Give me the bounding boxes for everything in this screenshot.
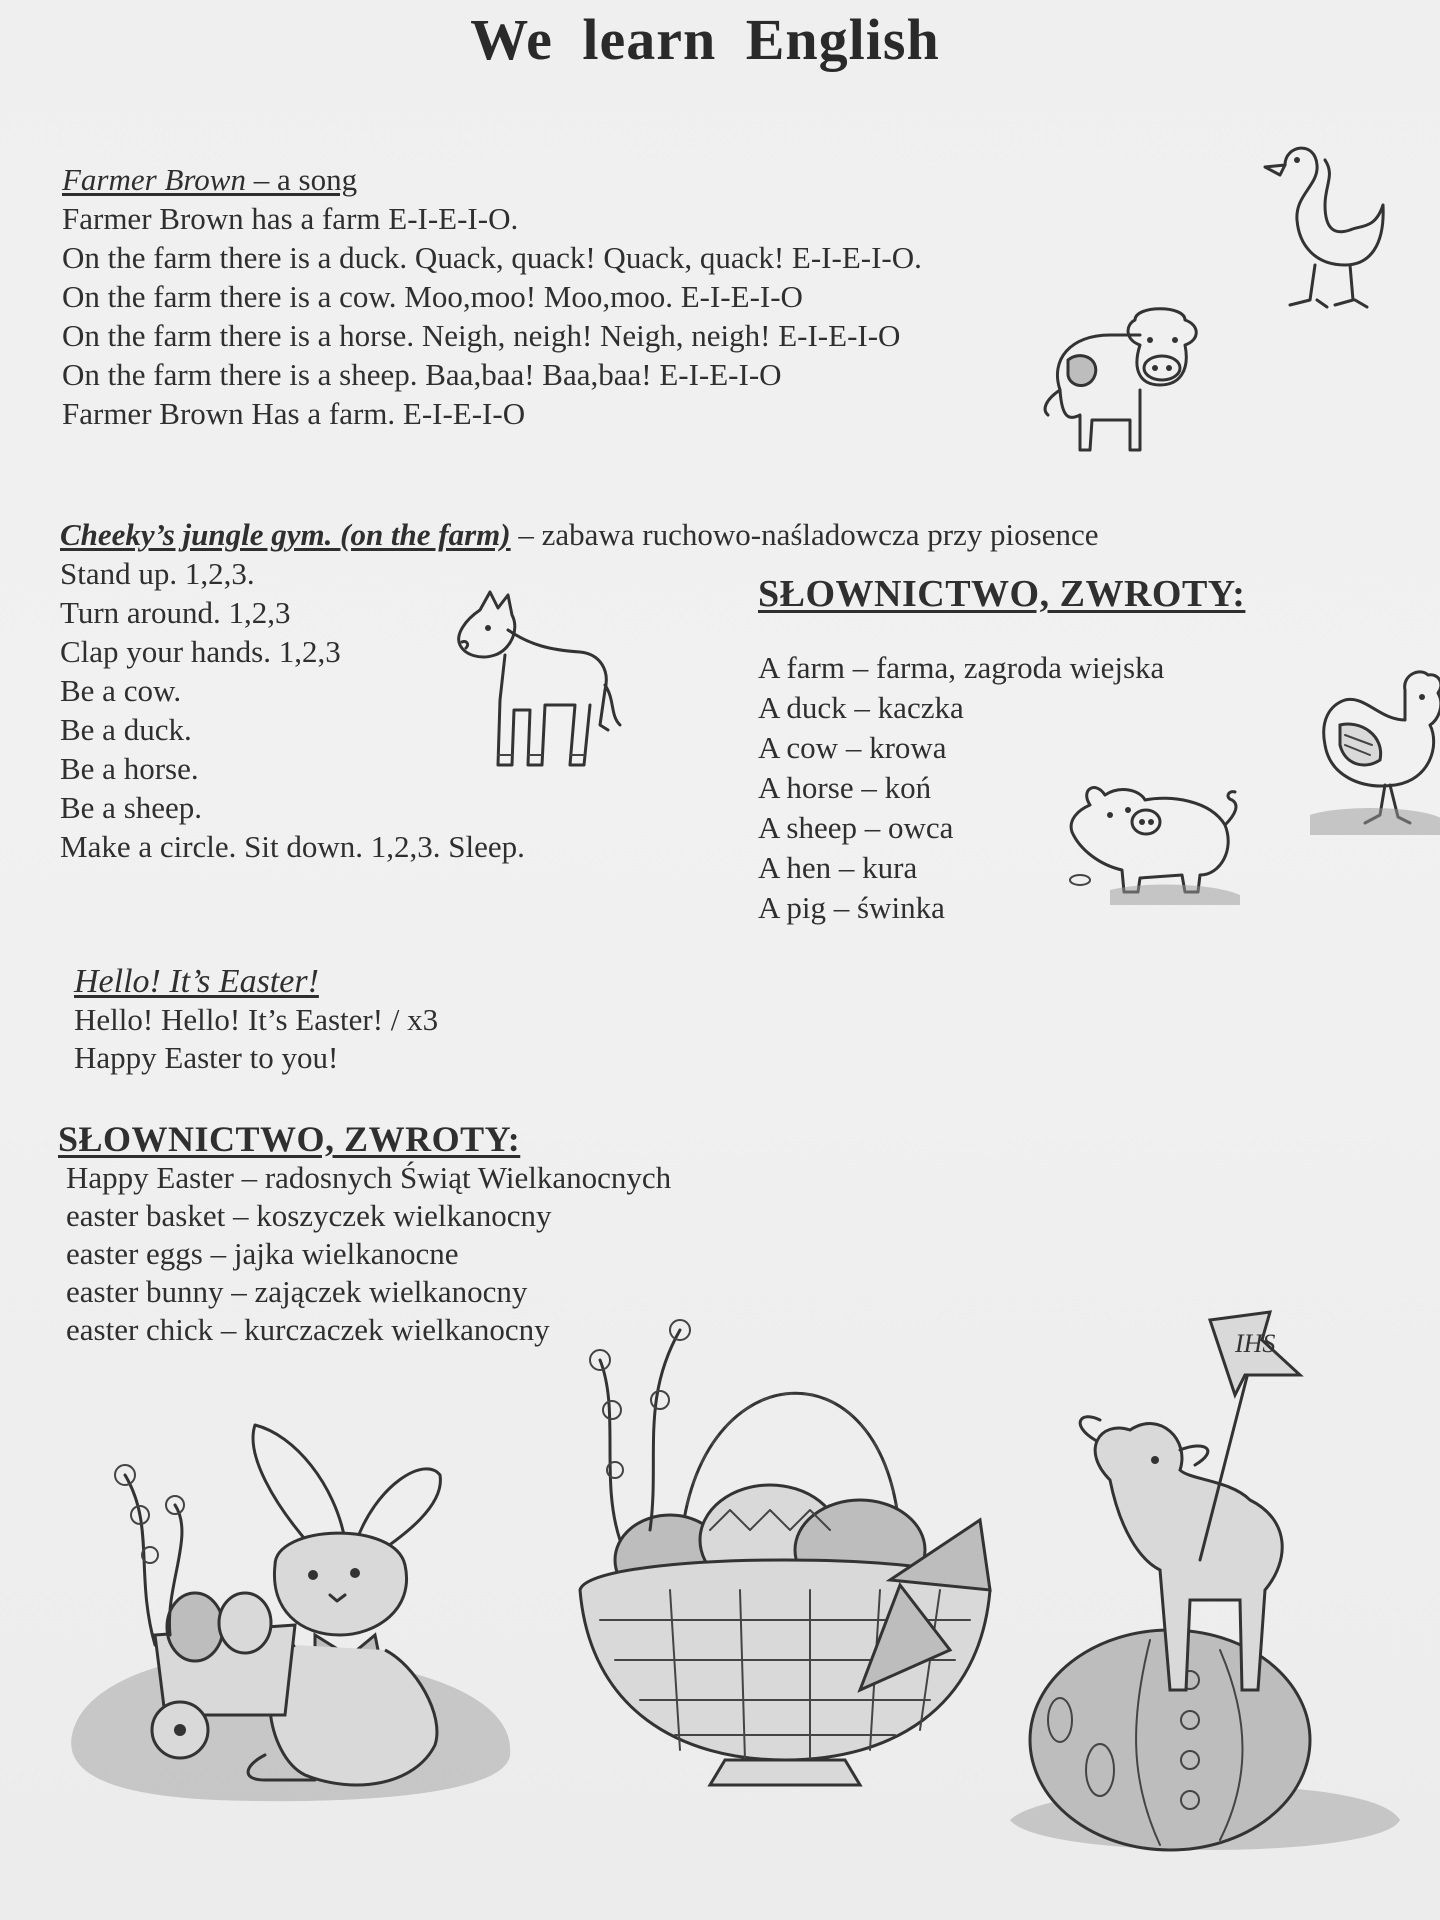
vocab-item: A horse – koń bbox=[758, 770, 932, 805]
vocab-item: A sheep – owca bbox=[758, 810, 954, 845]
song-line: On the farm there is a horse. Neigh, neigh! Neigh, neigh! E-I-E-I-O bbox=[62, 318, 901, 353]
easter-song-line: Happy Easter to you! bbox=[74, 1040, 339, 1075]
farmer-brown-heading bbox=[62, 160, 922, 199]
easter-bunny-drawing bbox=[55, 1395, 525, 1805]
easter-basket-drawing bbox=[560, 1290, 1010, 1790]
song-line: On the farm there is a cow. Moo,moo! Moo,moo. E-I-E-I-O bbox=[62, 279, 803, 314]
exercise-line: Stand up. 1,2,3. bbox=[60, 556, 255, 591]
farmer-brown-section bbox=[62, 160, 922, 433]
easter-vocab-item: easter chick – kurczaczek wielkanocny bbox=[66, 1312, 550, 1347]
song-line: On the farm there is a duck. Quack, quack! Quack, quack! E-I-E-I-O. bbox=[62, 240, 922, 275]
jungle-gym-heading bbox=[60, 515, 1099, 554]
vocab-item: A duck – kaczka bbox=[758, 690, 964, 725]
jungle-gym-heading-italic: Cheeky’s jungle gym. (on the farm) bbox=[60, 517, 511, 552]
hen-drawing bbox=[1310, 665, 1440, 835]
easter-song-line: Hello! Hello! It’s Easter! / x3 bbox=[74, 1002, 439, 1037]
easter-vocab-item: Happy Easter – radosnych Świąt Wielkanocnych bbox=[66, 1160, 672, 1195]
pig-drawing bbox=[1060, 770, 1245, 905]
exercise-line: Be a sheep. bbox=[60, 790, 203, 825]
easter-song-heading: Hello! It’s Easter! bbox=[74, 963, 319, 1000]
easter-vocab-item: easter eggs – jajka wielkanocne bbox=[66, 1236, 459, 1271]
farm-vocab-title: SŁOWNICTWO, ZWROTY: bbox=[758, 573, 1246, 615]
farmer-brown-heading-italic: Farmer Brown bbox=[62, 162, 246, 197]
song-line: Farmer Brown Has a farm. E-I-E-I-O bbox=[62, 396, 526, 431]
farmer-brown-heading-rest: – a song bbox=[246, 162, 358, 197]
exercise-line: Be a horse. bbox=[60, 751, 199, 786]
flag-text: IHS bbox=[1235, 1329, 1276, 1358]
jungle-gym-heading-rest: – zabawa ruchowo-naśladowcza przy piosence bbox=[510, 517, 1099, 552]
cow-drawing bbox=[1040, 300, 1210, 460]
page-title: We learn English bbox=[470, 7, 940, 72]
easter-vocab-item: easter basket – koszyczek wielkanocny bbox=[66, 1198, 552, 1233]
easter-song-section bbox=[74, 962, 438, 1077]
song-line: Farmer Brown has a farm E-I-E-I-O. bbox=[62, 201, 519, 236]
easter-vocab-title: SŁOWNICTWO, ZWROTY: bbox=[58, 1119, 521, 1159]
duck-drawing bbox=[1255, 135, 1395, 325]
exercise-line: Be a cow. bbox=[60, 673, 182, 708]
horse-drawing bbox=[450, 590, 620, 780]
exercise-line: Make a circle. Sit down. 1,2,3. Sleep. bbox=[60, 829, 525, 864]
easter-vocab-item: easter bunny – zajączek wielkanocny bbox=[66, 1274, 528, 1309]
vocab-item: A cow – krowa bbox=[758, 730, 947, 765]
exercise-line: Turn around. 1,2,3 bbox=[60, 595, 291, 630]
exercise-line: Clap your hands. 1,2,3 bbox=[60, 634, 341, 669]
vocab-item: A farm – farma, zagroda wiejska bbox=[758, 650, 1165, 685]
easter-lamb-drawing bbox=[990, 1300, 1410, 1860]
vocab-item: A hen – kura bbox=[758, 850, 918, 885]
exercise-line: Be a duck. bbox=[60, 712, 192, 747]
vocab-item: A pig – świnka bbox=[758, 890, 945, 925]
song-line: On the farm there is a sheep. Baa,baa! Baa,baa! E-I-E-I-O bbox=[62, 357, 782, 392]
